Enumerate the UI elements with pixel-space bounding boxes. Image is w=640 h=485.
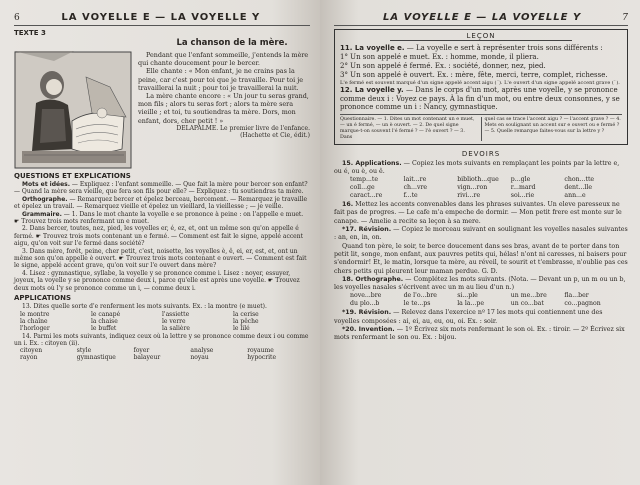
word-cell: hypocrite (247, 354, 277, 362)
question-lead: Grammaire. (22, 210, 62, 218)
poem-publisher: (Hachette et Cie, édit.) (240, 132, 310, 140)
exercise-lead: 18. Orthographe. (342, 275, 404, 283)
word-cell: la cerise (233, 310, 259, 318)
poem-block (14, 51, 310, 169)
question-text: — 1. Dans le mot chante la voyelle e se prononce à peine : on l'appelle e muet. ☛ Trouvez trois mots renfermant un e muet. (14, 210, 304, 226)
exercise-paragraph (334, 201, 628, 226)
exercise-13-title: 13. Dites quelle sorte d'e renferment les mots suivants. Ex. : la montre (e muet). (22, 303, 267, 311)
lecon-lead: 12. La voyelle y. (340, 85, 404, 94)
word-cell: si...ple (457, 292, 478, 300)
question-paragraph (14, 181, 310, 196)
word-cell: nove...bre (350, 292, 382, 300)
exercise-13-table (14, 311, 310, 333)
word-cell: du plo...b (350, 300, 380, 308)
lecon-line (340, 44, 622, 53)
word-cell: la salière (162, 324, 190, 332)
word-cell: balayeur (133, 354, 161, 362)
exercise-lead: 16. (342, 201, 354, 209)
questions-heading: QUESTIONS ET EXPLICATIONS (14, 172, 131, 180)
poem-text (138, 51, 310, 169)
word-cell: le verre (162, 317, 186, 325)
question-paragraph (14, 196, 310, 211)
right-page (320, 0, 640, 485)
word-cell: rayon (20, 354, 38, 362)
question-paragraph: 2. Dans bercer, toutes, nez, pied, les voyelles er, é, ez, et, ont un même son qu'on appelle é fermé. ☛ Trouvez trois mots contenant un e fermé. — Comment est fait le signe, appelé accent aigu, qu'on voit sur l'e fermé dans société? (14, 225, 304, 248)
page-number: 6 (14, 13, 20, 23)
header-title: LA VOYELLE E — LA VOYELLE Y (61, 12, 261, 23)
exercise-text: — 1º Écrivez six mots renfermant le son oi. Ex. : tiroir. — 2º Écrivez six mots renfermant le son ou. Ex. : bijou. (334, 325, 625, 342)
question-paragraph (14, 211, 310, 226)
exercise-14-title: 14. Parmi les mots suivants, indiquez ceux où la lettre y se prononce comme deux i ou comme un i. Ex. : citoyen (ii). (14, 332, 309, 347)
mother-cradle-illustration (14, 51, 132, 169)
exercise-lead: *20. Invention. (342, 325, 395, 333)
word-cell: la chaîne (20, 317, 48, 325)
exercise-paragraph: Quand ton père, le soir, te berce doucement dans ses bras, avant de te porter dans ton petit lit, songe, mon enfant, aux pauvres petits qui, hélas! n'ont ni caresses, ni baisers pour s'endormir! Et, le matin, lorsque ta mère, au réveil, te sourit et t'embrasse, n'oublie pas ces chers petits qui pleurent leur maman perdue. G. D. (334, 242, 628, 275)
word-cell: f...te (403, 192, 418, 200)
word-cell: foyer (133, 347, 150, 355)
word-cell: l'horloger (20, 324, 50, 332)
question-text: — Expliquez : l'enfant sommeille. — Que fait la mère pour bercer son enfant? — Quand la mère sera vieille, que fera son fils pour elle? — Expliquez : tu soutiendras ta mère. (14, 181, 308, 196)
applications-heading: APPLICATIONS (14, 294, 71, 303)
exercise-paragraph (334, 226, 628, 243)
word-cell: de l'o...bre (403, 292, 437, 300)
word-cell: le buffet (91, 324, 117, 332)
word-cell: analyse (190, 347, 214, 355)
word-cell: style (76, 347, 92, 355)
lecon-line (340, 86, 622, 113)
word-cell: fla...ber (564, 292, 589, 300)
question-lead: Orthographe. (22, 195, 68, 203)
section-label: TEXTE 3 (14, 29, 46, 37)
poem-author: DELAPALME. Le premier livre de l'enfance. (176, 124, 310, 132)
word-cell: chon...tte (564, 176, 595, 184)
word-cell: p...gle (510, 176, 531, 184)
exercise-text: — Copiez les mots suivants en remplaçant les points par la lettre e, ou é, ou è, ou ê. (334, 159, 620, 175)
word-cell: le lilé (233, 324, 250, 332)
question-paragraph: 3. Dans mère, forêt, peine, cher petit, c'est, noisette, les voyelles è, ê, ei, er, est, et, ont un même son qu'on appelle è ouvert. ☛ Trouvez trois mots contenant e ouvert. — Comment est fait le signe, appelé accent grave, qu'on voit sur l'e ouvert dans mère? (14, 247, 307, 270)
page-header (14, 12, 310, 26)
lecon-text: — La voyelle e sert à représenter trois sons différents : (406, 44, 603, 52)
accent-note: L'e fermé est souvent marqué d'un signe appelé accent aigu (´). L'e ouvert d'un signe appelé accent grave (`). (340, 79, 620, 86)
exercise-15-table (334, 176, 628, 201)
exercise-paragraph (334, 326, 628, 343)
lecon-line: 1° Un son appelé e muet. Ex. : homme, monde, il pliera. (340, 52, 539, 61)
word-cell: l'assiette (162, 310, 190, 318)
word-cell: temp...te (350, 176, 379, 184)
word-cell: un co...bat (510, 300, 544, 308)
word-cell: citoyen (20, 347, 43, 355)
word-cell: la pêche (233, 317, 259, 325)
question-paragraph: 4. Lisez : gymnastique, syllabe, la voyelle y se prononce comme i. Lisez : noyer, essuyer, joyeux, la voyelle y se prononce comme deux i, parce qu'elle est après une voyelle. ☛ Trouvez deux mots où l'y se prononce comme un i, — comme deux i. (14, 269, 300, 292)
word-cell: gymnastique (76, 354, 116, 362)
word-cell: soi...rie (510, 192, 535, 200)
exercise-text: — Relevez dans l'exercice nº 17 les mots qui contiennent une des voyelles composées : ai, ei, au, eu, ou, oi. Ex. : soir. (334, 309, 603, 325)
lecon-heading: LEÇON (390, 32, 572, 41)
word-cell: le canapé (91, 310, 121, 318)
poem-paragraph: La mère chante encore : « Un jour tu seras grand, mon fils ; alors tu seras fort ; alors ta mère sera vieille ; et toi, tu soutiendras ta mère. Dors, mon enfant, dors, cher petit ! » (138, 92, 309, 125)
exercise-18-table (334, 292, 628, 309)
poem-title: La chanson de la mère. (176, 38, 288, 48)
lecon-box (334, 29, 628, 145)
word-cell: dent...lle (564, 184, 593, 192)
word-cell: le montre (20, 310, 50, 318)
word-cell: coll...ge (350, 184, 375, 192)
question-lead: Mots et idées. (22, 181, 70, 188)
word-cell: ann...e (564, 192, 586, 200)
exercise-text: Mettez les accents convenables dans les phrases suivantes. Un eleve paresseux ne fait pas de progres. — Le cafe m'a empeche de dormir. — Mon petit frere est monte sur le canape. — Amelie a recite sa leçon à sa mere. (334, 201, 622, 225)
exercise-lead: 15. Applications. (342, 159, 402, 167)
lecon-lead: 11. La voyelle e. (340, 44, 405, 52)
word-cell: rivi...re (457, 192, 481, 200)
exercise-paragraph (334, 276, 628, 293)
devoirs-heading: DEVOIRS (461, 149, 501, 158)
exercise-14-table (14, 347, 310, 362)
word-cell: lait...re (403, 176, 427, 184)
header-title: LA VOYELLE E — LA VOYELLE Y (383, 12, 582, 23)
exercise-paragraph (334, 309, 628, 326)
exercise-15-title (334, 160, 628, 177)
word-cell: vign...ron (457, 184, 488, 192)
questionnaire-box (340, 114, 622, 140)
lecon-line: 3° Un son appelé è ouvert. Ex. : mère, fête, merci, terre, complet, richesse. (340, 70, 608, 79)
word-cell: biblioth...que (457, 176, 499, 184)
page-header (334, 12, 628, 26)
lecon-line: 2° Un son appelé é fermé. Ex. : société, donner, nez, pied. (340, 61, 546, 70)
word-cell: la la...pe (457, 300, 485, 308)
lecon-text: — Dans le corps d'un mot, après une voyelle, y se prononce comme deux i : Voyez ce pays. À la fin d'un mot, ou entre deux consonnes, y se prononce comme un i : Nancy, gymnastique. (340, 85, 620, 112)
exercise-text: — Complétez les mots suivants. (Nota. — Devant un p, un m ou un b, les voyelles nasales s'écrivent avec un m au lieu d'un n.) (334, 275, 626, 292)
questionnaire-col: quel cas se trace l'accent aigu ? — l'accent grave ? — 4. Mets en soulignant un accent sur e ouvert ou e fermé ? — 5. Quelle remarque faites-vous sur la lettre y ? (484, 117, 621, 134)
poem-paragraph: Elle chante : « Mon enfant, je ne crains pas la peine, car c'est pour toi que je travaille. Pour toi je travaillerai la nuit ; pour toi je travaillerai la nuit. (138, 67, 303, 92)
exercise-text: — Copiez le morceau suivant en soulignant les voyelles nasales suivantes : an, en, in, on. (334, 226, 628, 242)
word-cell: le te...ps (403, 300, 431, 308)
exercise-lead: *17. Révision. (342, 226, 392, 234)
exercise-lead: *19. Révision. (342, 309, 392, 317)
word-cell: ch...vre (403, 184, 428, 192)
word-cell: noyau (190, 354, 209, 362)
word-cell: co...pagnon (564, 300, 601, 308)
word-cell: la chaise (91, 317, 118, 325)
word-cell: r...mard (510, 184, 536, 192)
question-text: — Remarquez bercer et épelez berceau, bercement. — Remarquez je travaille et épelez un travail. — Remarquez vieille et épelez un vieillard, la vieillesse ; — je veille. (14, 195, 308, 211)
page-number: 7 (622, 13, 628, 23)
word-cell: royaume (247, 347, 274, 355)
questionnaire-col: Questionnaire. — 1. Dites un mot contenant un e muet, — un é fermé, — un è ouvert. — 2. De quel signe marque-t-on souvent l'é fermé ? — l'è ouvert ? — 3. Dans (340, 117, 482, 140)
word-cell: un me...bre (510, 292, 547, 300)
poem-paragraph: Pendant que l'enfant sommeille, j'entends la mère qui chante doucement pour le bercer. (138, 51, 309, 68)
word-cell: caract...re (350, 192, 383, 200)
